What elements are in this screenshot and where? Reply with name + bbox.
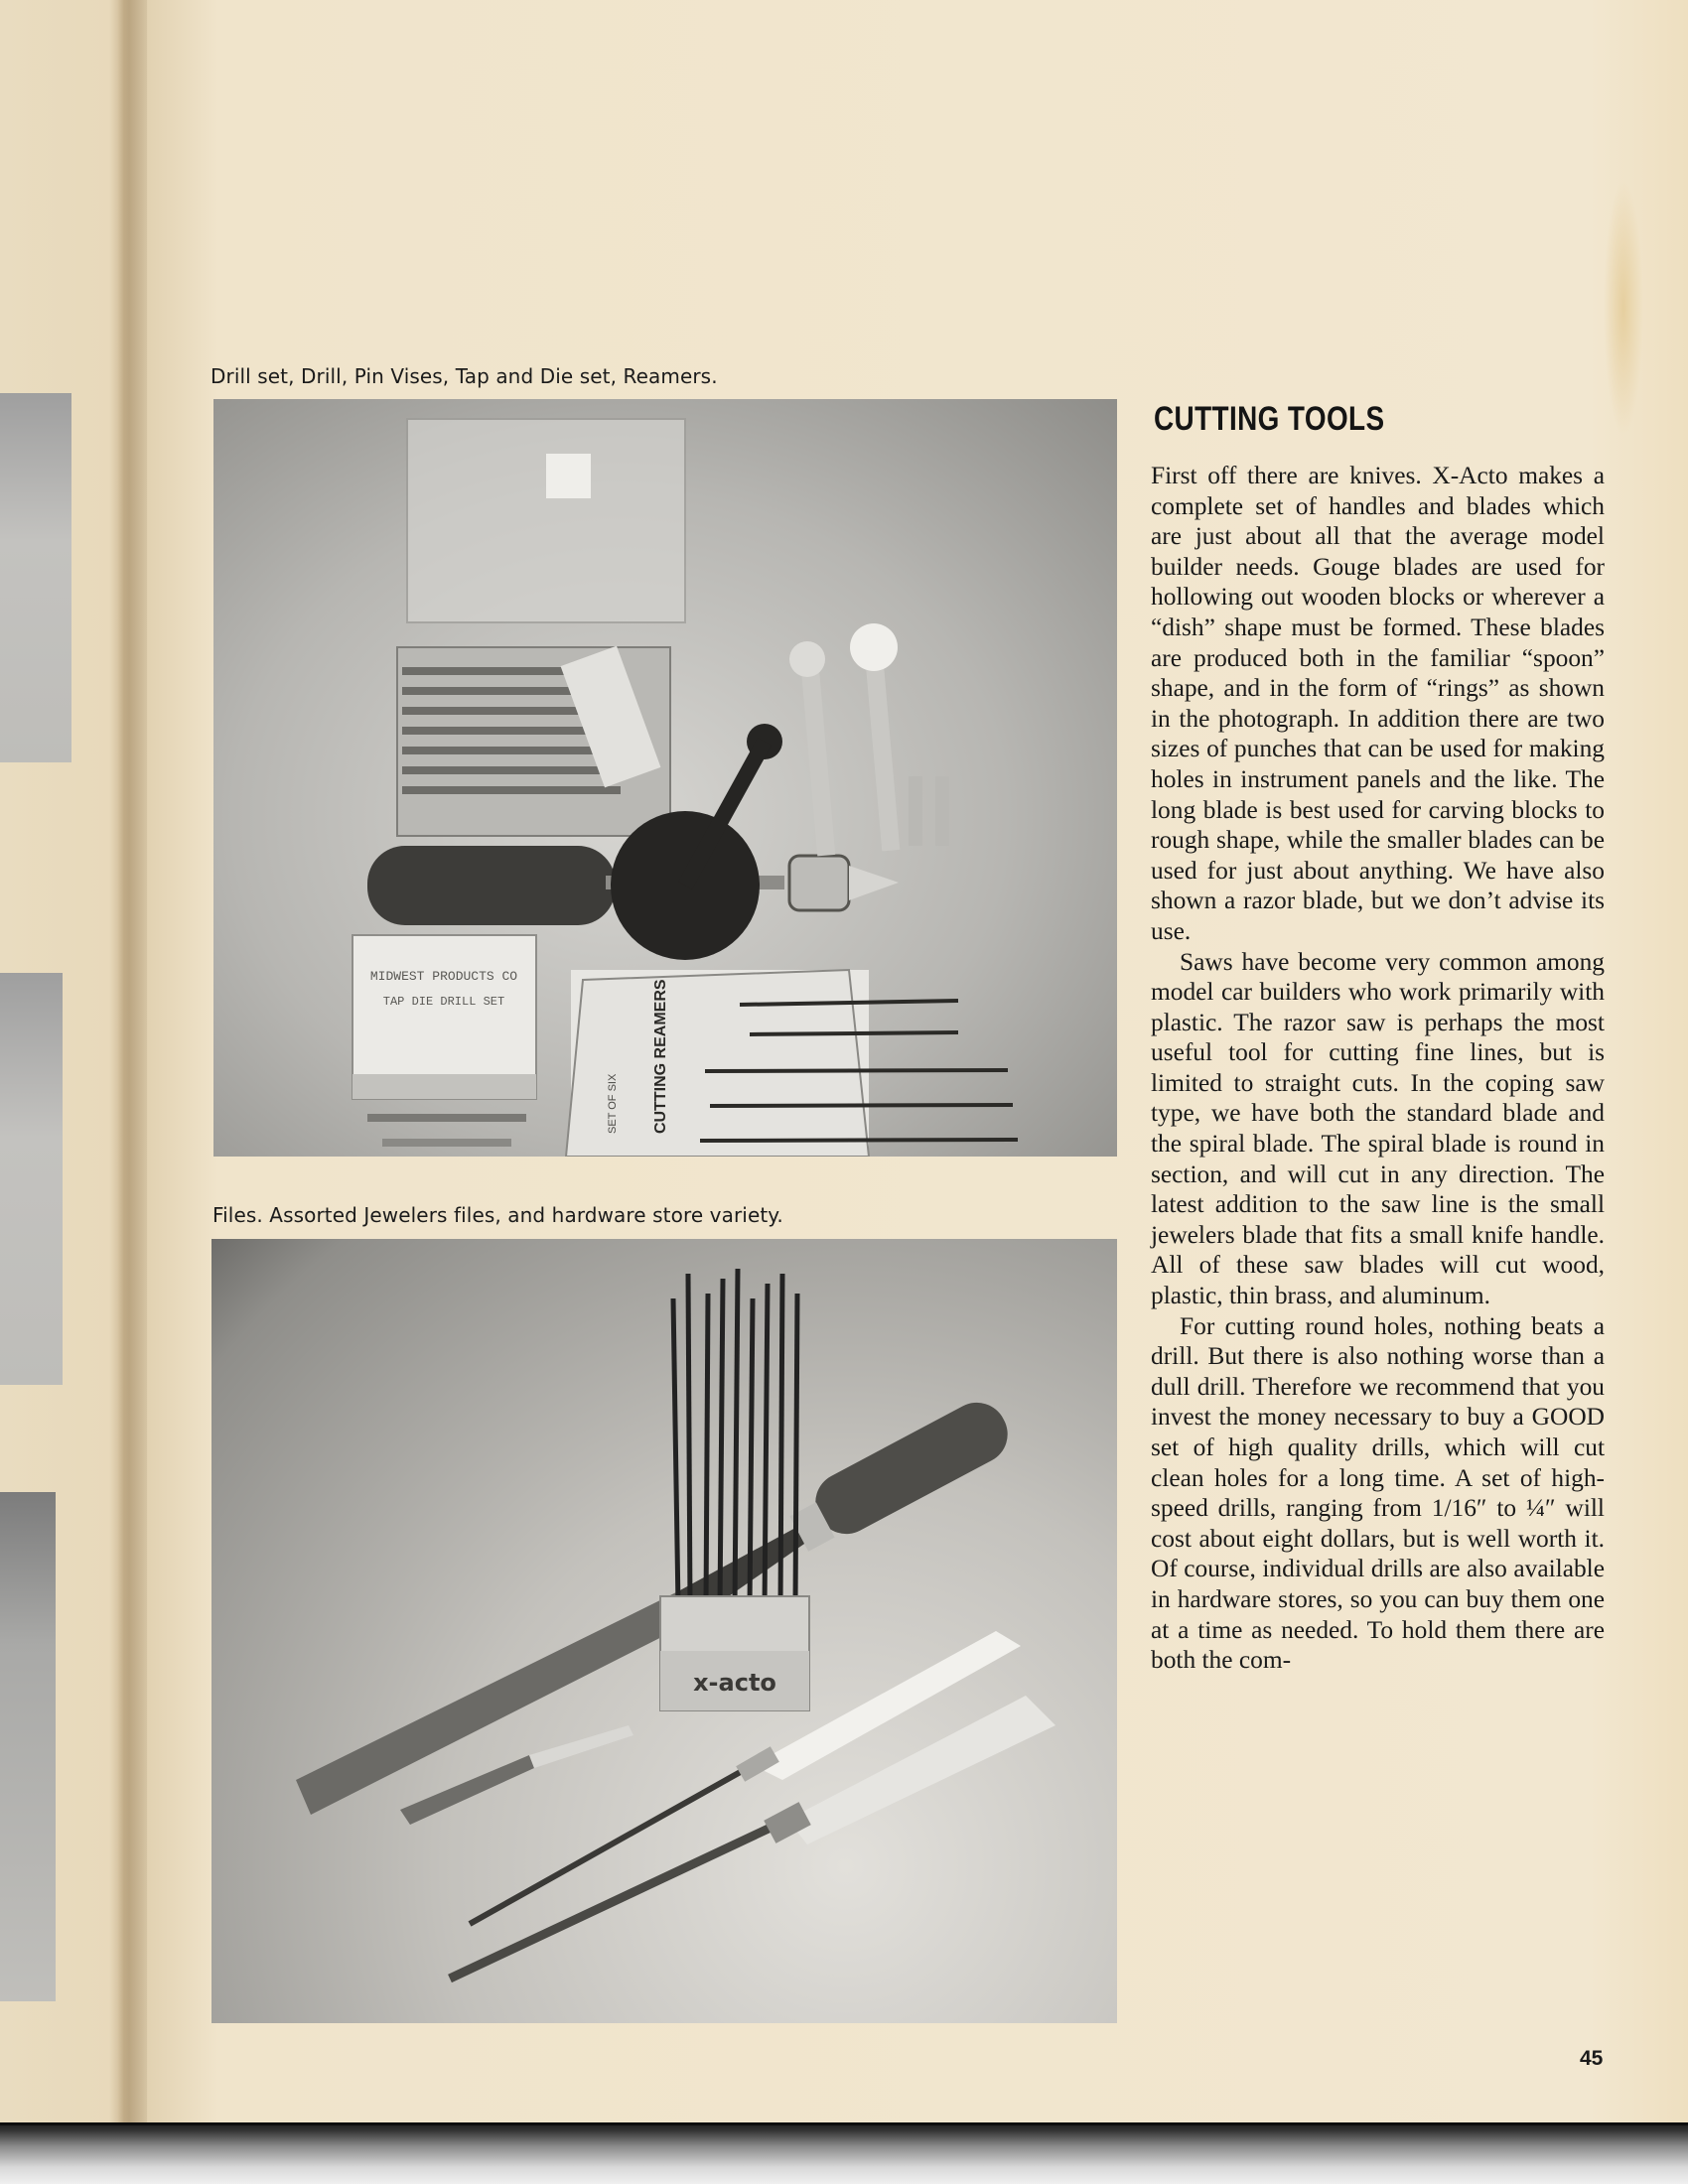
tap-die-box-label: TAP DIE DRILL SET (382, 995, 505, 1009)
article-paragraph: Saws have become very common among model car builders who work primarily with plastic. The razor saw is perhaps the most useful tool for cutting fine lines, but is limited to straight cuts. In the coping saw type, we have both the standard blade and the spiral blade. The spiral blade is round in section, and will cut in any direction. The latest addition to the saw line is the small jewelers blade that fits a small knife handle. All of these saw blades will cut wood, plastic, thin brass, and aluminum. (1151, 947, 1605, 1310)
figure-caption-files: Files. Assorted Jewelers files, and hardware store variety. (212, 1203, 783, 1227)
round-file (450, 1696, 1055, 1979)
figure-caption-drill-set: Drill set, Drill, Pin Vises, Tap and Die set, Reamers. (211, 364, 718, 388)
photo-files (211, 1239, 1117, 2023)
photo-drill-set (213, 399, 1117, 1157)
article-paragraph: For cutting round holes, nothing beats a drill. But there is also nothing worse than a dull drill. Therefore we recommend that you invest the money necessary to buy a GOOD set of high quality drills, which will cut clean holes for a long time. A set of high-speed drills, ranging from 1/16″ to ¼″ will cost about eight dollars, but is well worth it. Of course, individual drills are also available in hardware stores, so you can buy them one at a time as needed. To hold them there are both the com- (1151, 1311, 1605, 1675)
page-number: 45 (1580, 2047, 1604, 2070)
reamer-card (566, 970, 1018, 1157)
drill-bit-case (397, 419, 685, 836)
article-body (1151, 461, 1605, 1676)
paper-stain (1604, 179, 1643, 437)
x-acto-file-block (660, 1596, 809, 1710)
hardware-store-file (296, 1392, 1018, 1815)
facing-page-photo (0, 1492, 56, 2001)
x-acto-logo: x-acto (693, 1669, 776, 1697)
article-paragraph: First off there are knives. X-Acto makes a complete set of handles and blades which are just about all that the average model builder needs. Gouge blades are used for hollowing out wooden blocks or wherever a “dish” shape must be formed. These blades are produced both in the familiar “spoon” shape, and in the form of “rings” as shown in the photograph. In addition there are two sizes of punches that can be used for making holes in instrument panels and the like. The long blade is best used for carving blocks to rough shape, while the smaller blades can be used for just about anything. We have also shown a razor blade, but we don’t advise its use. (1151, 462, 1605, 945)
jewelers-files (673, 1269, 797, 1606)
reamer-card-title: CUTTING REAMERS (652, 979, 669, 1134)
page-edge-shadow (0, 2122, 1688, 2184)
facing-page-photo (0, 973, 63, 1385)
tap-die-box (352, 935, 536, 1147)
book-gutter (117, 0, 147, 2124)
tap-die-box-brand: MIDWEST PRODUCTS CO (369, 969, 518, 984)
reamer-card-set-label: SET OF SIX (607, 1073, 619, 1134)
pin-vises (789, 623, 949, 856)
facing-page-photo (0, 393, 71, 762)
article-heading: CUTTING TOOLS (1154, 400, 1385, 438)
